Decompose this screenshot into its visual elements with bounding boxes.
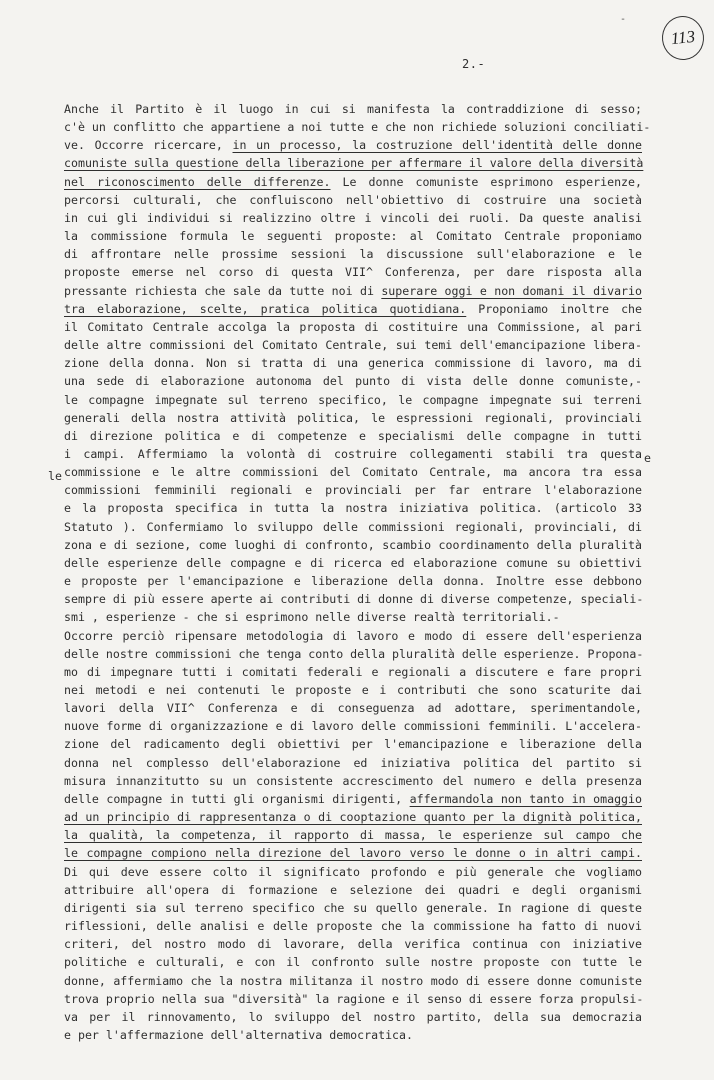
- text-line: [64, 445, 642, 463]
- text-line: [64, 590, 642, 608]
- text-segment: in cui gli individui si realizzino oltre i vincoli dei ruoli. Da queste analisi: [64, 210, 642, 225]
- underlined-text: comuniste sulla questione della liberazione per affermare il valore della diversità: [64, 156, 644, 171]
- text-line: [64, 935, 642, 953]
- text-line: [64, 536, 642, 554]
- text-segment: Proponiamo inoltre che: [466, 301, 643, 316]
- underlined-text: in un processo, la costruzione dell'identità delle donne: [232, 138, 642, 153]
- text-segment: percorsi culturali, che confluiscono nell'obiettivo di costruire una società: [64, 192, 642, 207]
- text-segment: politiche e culturali, e con il confronto sulle nostre proposte con tutte le: [64, 955, 642, 970]
- text-line: [64, 844, 642, 862]
- text-line: [64, 427, 642, 445]
- text-line: [64, 863, 642, 881]
- text-line: [64, 899, 642, 917]
- margin-note-right: e: [644, 451, 651, 465]
- text-segment: nei metodi e nei contenuti le proposte e i contributi che sono scaturite dai: [64, 683, 642, 697]
- text-segment: la commissione formula le seguenti proposte: al Comitato Centrale proponiamo: [64, 229, 642, 244]
- underlined-text: ad un principio di rappresentanza o di cooptazione quanto per la dignità politica,: [64, 810, 642, 825]
- text-line: [64, 953, 642, 971]
- text-segment: misura innanzitutto su un consistente accrescimento del numero e della presenza: [64, 773, 642, 788]
- text-segment: di affrontare nelle prossime sessioni la discussione sull'elaborazione e le: [64, 247, 642, 262]
- text-line: [64, 499, 642, 517]
- text-segment: delle esperienze delle compagne e di ricerca ed elaborazione comune su obiettivi: [64, 555, 642, 570]
- text-line: [64, 227, 642, 245]
- text-segment: e per l'affermazione dell'alternativa democratica.: [64, 1027, 414, 1042]
- text-segment: di direzione politica e di competenze e specialismi delle compagne in tutti: [64, 428, 642, 443]
- text-line: [64, 409, 642, 427]
- text-segment: zione del radicamento degli obiettivi per l'emancipazione e liberazione della: [64, 737, 642, 752]
- text-segment: le compagne impegnate sul terreno specifico, le compagne impegnate sui terreni: [64, 392, 642, 407]
- text-segment: nuove forme di organizzazione e di lavoro delle commissioni femminili. L'accelera-: [64, 719, 642, 734]
- underlined-text: superare oggi e non domani il divario: [381, 283, 642, 298]
- text-segment: zione della donna. Non si tratta di una generica commissione di lavoro, ma di: [64, 356, 642, 371]
- text-line: [64, 209, 642, 227]
- margin-note-left: le: [48, 469, 62, 483]
- text-line: [64, 881, 642, 899]
- text-line: [64, 554, 642, 572]
- text-segment: delle nostre commissioni che tenga conto della pluralità delle esperienze. Propona-: [64, 646, 644, 661]
- underlined-text: tra elaborazione, scelte, pratica politica quotidiana.: [64, 301, 467, 316]
- text-line: [64, 518, 642, 536]
- text-line: [64, 699, 642, 717]
- text-line: [64, 990, 642, 1008]
- text-line: [64, 1026, 642, 1044]
- text-line: [64, 191, 642, 209]
- text-line: [64, 735, 642, 753]
- text-line: [64, 681, 642, 699]
- text-segment: pressante richiesta che sale da tutte noi di: [64, 283, 382, 298]
- page-number: 2.-: [462, 57, 486, 71]
- text-segment: delle compagne in tutti gli organismi dirigenti,: [64, 791, 410, 806]
- text-line: [64, 118, 651, 136]
- top-tick-mark: -: [620, 14, 627, 25]
- text-segment: c'è un conflitto che appartiene a noi tutte e che non richiede soluzioni conciliati-: [64, 120, 651, 135]
- underlined-text: nel riconoscimento delle differenze.: [64, 174, 331, 189]
- text-line: [64, 772, 642, 790]
- text-line: [64, 154, 642, 172]
- text-line: [64, 391, 642, 409]
- text-line: [64, 645, 642, 663]
- text-line: [64, 608, 642, 626]
- body-text: [64, 100, 651, 1044]
- text-line: [64, 826, 642, 844]
- text-line: [64, 663, 642, 681]
- text-segment: Di qui deve essere colto il significato profondo e più generale che vogliamo: [64, 864, 642, 879]
- text-segment: Le donne comuniste esprimono esperienze,: [330, 174, 642, 189]
- text-segment: i campi. Affermiamo la volontà di costruire collegamenti stabili tra questa: [64, 446, 642, 461]
- text-line: [64, 754, 642, 772]
- text-line: [64, 245, 642, 263]
- text-line: [64, 354, 642, 372]
- text-line: [64, 372, 642, 390]
- text-segment: riflessioni, delle analisi e delle proposte che la commissione ha fatto di nuovi: [64, 919, 642, 934]
- underlined-text: la qualità, la competenza, il rapporto di massa, le esperienze sul campo che: [64, 828, 642, 843]
- text-segment: Occorre perciò ripensare metodologia di lavoro e modo di essere dell'esperienza: [64, 628, 642, 643]
- text-segment: generali della nostra attività politica, le espressioni regionali, provinciali: [64, 410, 642, 425]
- text-line: [64, 627, 642, 645]
- text-line: [64, 263, 642, 281]
- underlined-text: le compagne compiono nella direzione del lavoro verso le donne o in altri campi.: [64, 846, 642, 861]
- text-segment: dirigenti sia sul terreno specifico che su quello generale. In ragione di queste: [64, 900, 642, 915]
- text-segment: e la proposta specifica in tutta la nostra iniziativa politica. (articolo 33: [64, 501, 642, 516]
- text-segment: donna nel complesso dell'elaborazione ed iniziativa politica del partito si: [64, 755, 642, 770]
- text-segment: donne, affermiamo che la nostra militanza il nostro modo di essere donne comuniste: [64, 973, 642, 988]
- text-segment: criteri, del nostro modo di lavorare, della verifica continua con iniziative: [64, 937, 642, 952]
- text-segment: attribuire all'opera di formazione e selezione dei quadri e degli organismi: [64, 882, 642, 897]
- text-segment: proposte emerse nel corso di questa VII^ Conferenza, per dare risposta alla: [64, 265, 642, 280]
- text-line: [64, 136, 642, 154]
- text-segment: Statuto ). Confermiamo lo sviluppo delle commissioni regionali, provinciali, di: [64, 519, 642, 534]
- text-segment: il Comitato Centrale accolga la proposta di costituire una Commissione, al pari: [64, 319, 642, 334]
- text-segment: commissioni femminili regionali e provinciali per far entrare l'elaborazione: [64, 483, 642, 498]
- text-line: [64, 336, 642, 354]
- text-segment: va per il rinnovamento, lo sviluppo del nostro partito, della sua democrazia: [64, 1009, 642, 1024]
- text-line: [64, 1008, 642, 1026]
- text-segment: smi , esperienze - che si esprimono nelle diverse realtà territoriali.-: [64, 610, 560, 625]
- text-line: [64, 790, 642, 808]
- text-segment: ve. Occorre ricercare,: [64, 138, 233, 153]
- text-segment: sempre di più essere aperte ai contributi di donne di diverse competenze, speciali-: [64, 592, 644, 607]
- text-line: [64, 282, 642, 300]
- text-line: [64, 481, 642, 499]
- text-line: [64, 917, 642, 935]
- text-segment: trova proprio nella sua "diversità" la ragione e il senso di essere forza propulsi-: [64, 991, 644, 1006]
- text-line: [64, 808, 642, 826]
- text-line: [64, 572, 642, 590]
- text-segment: lavori della VII^ Conferenza e di conseguenza ad adottare, sperimentandole,: [64, 701, 642, 716]
- page-stamp: 113: [660, 14, 706, 62]
- text-segment: e proposte per l'emancipazione e liberazione della donna. Inoltre esse debbono: [64, 574, 642, 589]
- underlined-text: affermandola non tanto in omaggio: [409, 791, 642, 806]
- text-line: [64, 318, 642, 336]
- text-line: [64, 717, 642, 735]
- text-line: [64, 173, 642, 191]
- text-line: [64, 300, 642, 318]
- text-line: [64, 100, 642, 118]
- text-segment: commissione e le altre commissioni del Comitato Centrale, ma ancora tra essa: [64, 465, 642, 480]
- text-segment: zona e di sezione, come luoghi di confronto, scambio coordinamento della pluralità: [64, 537, 642, 552]
- text-segment: mo di impegnare tutti i comitati federali e regionali a discutere e fare propri: [64, 664, 642, 679]
- text-segment: Anche il Partito è il luogo in cui si manifesta la contraddizione di sesso;: [64, 102, 642, 116]
- text-segment: una sede di elaborazione autonoma del punto di vista delle donne comuniste,-: [64, 374, 642, 389]
- text-segment: delle altre commissioni del Comitato Centrale, sui temi dell'emancipazione libera-: [64, 338, 642, 353]
- text-line: [64, 972, 642, 990]
- text-line: [64, 463, 642, 481]
